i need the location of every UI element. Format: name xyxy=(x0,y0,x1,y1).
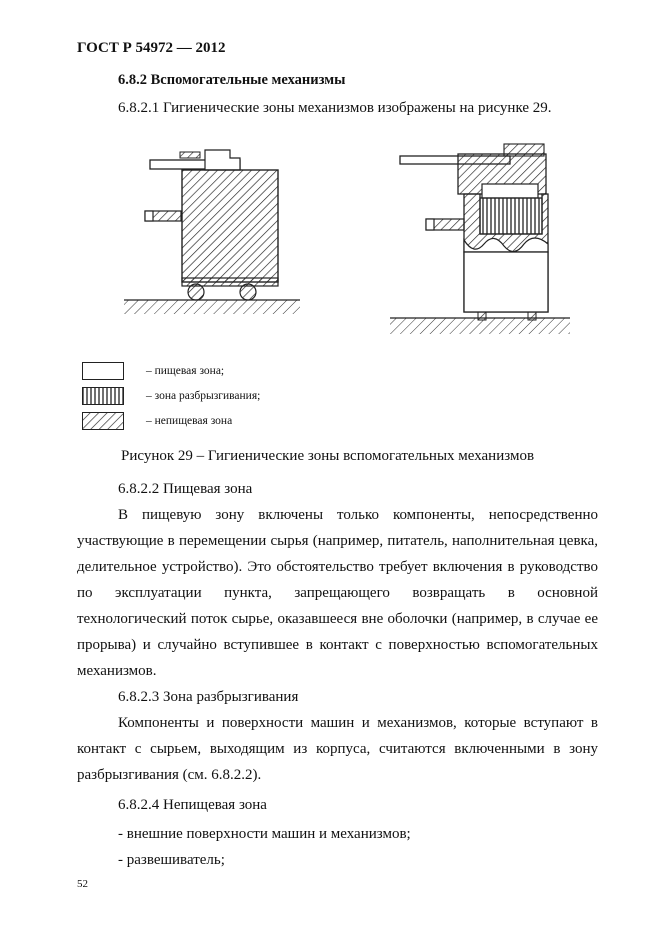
legend-swatch-food-zone xyxy=(82,362,124,380)
document-header: ГОСТ Р 54972 — 2012 xyxy=(77,40,226,56)
paragraph-food-zone: В пищевую зону включены только компоненты, непосредственно участвующие в перемещении сырья (например, питатель, наполнительная цевка, делительное устройство). Это обстоятельство требует включения в руководство по эксплуатации пункта, запрещающего возвращать в основной технологический поток сырье, оказавшееся вне оболочки (например, в случае ее прорыва) и случайно вступившее в контакт с поверхностью вспомогательных механизмов. xyxy=(77,507,598,679)
page-number: 52 xyxy=(77,878,88,890)
legend-label-nonfood-zone: – непищевая зона xyxy=(146,415,233,427)
legend-label-splash-zone: – зона разбрызгивания; xyxy=(146,390,261,402)
subsection-title-food-zone: 6.8.2.2 Пищевая зона xyxy=(118,481,253,497)
legend-swatch-nonfood-zone xyxy=(82,412,124,430)
intro-paragraph: 6.8.2.1 Гигиенические зоны механизмов изображены на рисунке 29. xyxy=(118,100,552,116)
legend-label-food-zone: – пищевая зона; xyxy=(146,365,225,377)
figure-caption: Рисунок 29 – Гигиенические зоны вспомогательных механизмов xyxy=(121,448,535,464)
figure-machine-right xyxy=(386,140,576,340)
legend-swatch-splash-zone xyxy=(82,387,124,405)
subsection-title-nonfood-zone: 6.8.2.4 Непищевая зона xyxy=(118,797,267,813)
paragraph-splash-zone: Компоненты и поверхности машин и механизмов, которые вступают в контакт с сырьем, выходящим из корпуса, считаются включенными в зону разбрызгивания (см. 6.8.2.2). xyxy=(77,715,598,783)
section-title: 6.8.2 Вспомогательные механизмы xyxy=(118,72,346,88)
list-item-nonfood: - развешиватель; xyxy=(118,852,225,868)
list-item-nonfood: - внешние поверхности машин и механизмов; xyxy=(118,826,411,842)
figure-machine-left xyxy=(120,140,302,320)
subsection-title-splash-zone: 6.8.2.3 Зона разбрызгивания xyxy=(118,689,299,705)
